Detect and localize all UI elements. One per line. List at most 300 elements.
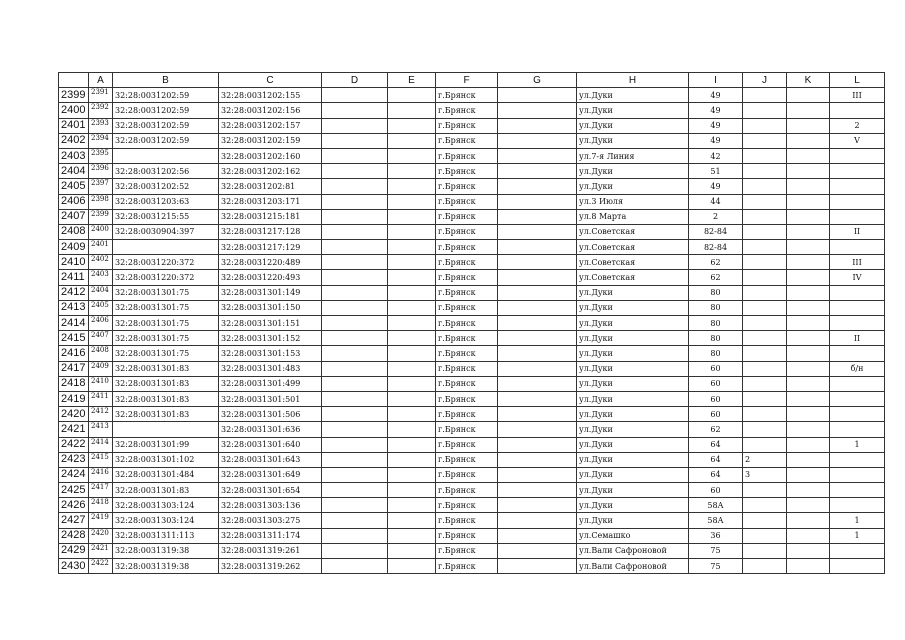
corner-cell[interactable]	[59, 73, 89, 88]
cell-k[interactable]	[787, 376, 830, 391]
cell-a[interactable]: 2414	[89, 437, 113, 452]
cell-a[interactable]: 2420	[89, 528, 113, 543]
row-header[interactable]: 2419	[59, 391, 89, 406]
cell-i[interactable]: 64	[689, 437, 743, 452]
row-header[interactable]: 2415	[59, 331, 89, 346]
cell-k[interactable]	[787, 88, 830, 103]
cell-c[interactable]: 32:28:0031220:489	[219, 255, 322, 270]
row-header[interactable]: 2400	[59, 103, 89, 118]
cell-g[interactable]	[498, 467, 577, 482]
cell-j[interactable]	[743, 255, 787, 270]
cell-l[interactable]: III	[830, 255, 885, 270]
cell-l[interactable]	[830, 543, 885, 558]
cell-f[interactable]: г.Брянск	[436, 498, 498, 513]
cell-g[interactable]	[498, 88, 577, 103]
cell-c[interactable]: 32:28:0031301:640	[219, 437, 322, 452]
cell-h[interactable]: ул.7-я Линия	[577, 148, 689, 163]
column-header-j[interactable]: J	[743, 73, 787, 88]
cell-e[interactable]	[388, 407, 436, 422]
cell-c[interactable]: 32:28:0031301:151	[219, 316, 322, 331]
cell-h[interactable]: ул.Советская	[577, 240, 689, 255]
cell-h[interactable]: ул.Вали Сафроновой	[577, 559, 689, 574]
cell-j[interactable]	[743, 498, 787, 513]
cell-l[interactable]	[830, 483, 885, 498]
cell-g[interactable]	[498, 407, 577, 422]
cell-c[interactable]: 32:28:0031202:159	[219, 133, 322, 148]
cell-f[interactable]: г.Брянск	[436, 407, 498, 422]
cell-l[interactable]: II	[830, 224, 885, 239]
row-header[interactable]: 2422	[59, 437, 89, 452]
cell-g[interactable]	[498, 437, 577, 452]
cell-l[interactable]	[830, 103, 885, 118]
row-header[interactable]: 2425	[59, 483, 89, 498]
cell-a[interactable]: 2422	[89, 559, 113, 574]
cell-b[interactable]: 32:28:0031301:75	[113, 346, 219, 361]
cell-b[interactable]: 32:28:0031220:372	[113, 255, 219, 270]
cell-h[interactable]: ул.Дуки	[577, 452, 689, 467]
cell-c[interactable]: 32:28:0031303:136	[219, 498, 322, 513]
cell-b[interactable]: 32:28:0031202:52	[113, 179, 219, 194]
cell-e[interactable]	[388, 179, 436, 194]
cell-l[interactable]	[830, 194, 885, 209]
cell-h[interactable]: ул.Дуки	[577, 498, 689, 513]
cell-k[interactable]	[787, 103, 830, 118]
cell-d[interactable]	[322, 224, 388, 239]
cell-d[interactable]	[322, 437, 388, 452]
cell-i[interactable]: 49	[689, 103, 743, 118]
cell-b[interactable]: 32:28:0031301:83	[113, 376, 219, 391]
cell-j[interactable]	[743, 118, 787, 133]
cell-d[interactable]	[322, 179, 388, 194]
cell-i[interactable]: 60	[689, 391, 743, 406]
cell-a[interactable]: 2411	[89, 391, 113, 406]
cell-d[interactable]	[322, 88, 388, 103]
cell-k[interactable]	[787, 164, 830, 179]
cell-f[interactable]: г.Брянск	[436, 422, 498, 437]
cell-f[interactable]: г.Брянск	[436, 194, 498, 209]
cell-g[interactable]	[498, 224, 577, 239]
cell-e[interactable]	[388, 376, 436, 391]
cell-c[interactable]: 32:28:0031202:156	[219, 103, 322, 118]
cell-b[interactable]: 32:28:0031202:59	[113, 118, 219, 133]
cell-g[interactable]	[498, 240, 577, 255]
row-header[interactable]: 2404	[59, 164, 89, 179]
cell-b[interactable]: 32:28:0031303:124	[113, 513, 219, 528]
cell-i[interactable]: 36	[689, 528, 743, 543]
cell-k[interactable]	[787, 300, 830, 315]
cell-k[interactable]	[787, 361, 830, 376]
cell-i[interactable]: 82-84	[689, 240, 743, 255]
cell-a[interactable]: 2401	[89, 240, 113, 255]
cell-c[interactable]: 32:28:0031303:275	[219, 513, 322, 528]
cell-k[interactable]	[787, 194, 830, 209]
cell-b[interactable]: 32:28:0031301:75	[113, 300, 219, 315]
cell-c[interactable]: 32:28:0031202:157	[219, 118, 322, 133]
cell-e[interactable]	[388, 498, 436, 513]
cell-d[interactable]	[322, 422, 388, 437]
cell-j[interactable]	[743, 513, 787, 528]
cell-l[interactable]	[830, 346, 885, 361]
cell-i[interactable]: 58А	[689, 513, 743, 528]
cell-l[interactable]	[830, 407, 885, 422]
cell-k[interactable]	[787, 331, 830, 346]
cell-l[interactable]	[830, 179, 885, 194]
cell-a[interactable]: 2396	[89, 164, 113, 179]
cell-f[interactable]: г.Брянск	[436, 270, 498, 285]
cell-b[interactable]	[113, 422, 219, 437]
row-header[interactable]: 2414	[59, 316, 89, 331]
cell-c[interactable]: 32:28:0031301:152	[219, 331, 322, 346]
cell-g[interactable]	[498, 422, 577, 437]
cell-l[interactable]: 2	[830, 118, 885, 133]
cell-b[interactable]: 32:28:0031301:99	[113, 437, 219, 452]
cell-l[interactable]: 1	[830, 513, 885, 528]
cell-b[interactable]: 32:28:0031301:83	[113, 407, 219, 422]
cell-c[interactable]: 32:28:0031301:636	[219, 422, 322, 437]
cell-d[interactable]	[322, 559, 388, 574]
cell-j[interactable]	[743, 164, 787, 179]
cell-e[interactable]	[388, 346, 436, 361]
row-header[interactable]: 2417	[59, 361, 89, 376]
cell-c[interactable]: 32:28:0031301:150	[219, 300, 322, 315]
cell-i[interactable]: 64	[689, 452, 743, 467]
cell-k[interactable]	[787, 437, 830, 452]
cell-d[interactable]	[322, 331, 388, 346]
cell-i[interactable]: 2	[689, 209, 743, 224]
cell-b[interactable]: 32:28:0031215:55	[113, 209, 219, 224]
cell-d[interactable]	[322, 483, 388, 498]
cell-h[interactable]: ул.Дуки	[577, 391, 689, 406]
row-header[interactable]: 2402	[59, 133, 89, 148]
row-header[interactable]: 2418	[59, 376, 89, 391]
cell-k[interactable]	[787, 543, 830, 558]
cell-g[interactable]	[498, 133, 577, 148]
cell-g[interactable]	[498, 255, 577, 270]
cell-a[interactable]: 2403	[89, 270, 113, 285]
cell-h[interactable]: ул.3 Июля	[577, 194, 689, 209]
cell-i[interactable]: 64	[689, 467, 743, 482]
cell-l[interactable]: V	[830, 133, 885, 148]
cell-c[interactable]: 32:28:0031311:174	[219, 528, 322, 543]
cell-b[interactable]	[113, 240, 219, 255]
cell-i[interactable]: 62	[689, 422, 743, 437]
cell-h[interactable]: ул.Дуки	[577, 407, 689, 422]
cell-d[interactable]	[322, 376, 388, 391]
row-header[interactable]: 2409	[59, 240, 89, 255]
cell-k[interactable]	[787, 528, 830, 543]
cell-h[interactable]: ул.Дуки	[577, 483, 689, 498]
cell-g[interactable]	[498, 391, 577, 406]
cell-j[interactable]: 3	[743, 467, 787, 482]
cell-f[interactable]: г.Брянск	[436, 437, 498, 452]
cell-g[interactable]	[498, 559, 577, 574]
cell-b[interactable]: 32:28:0031203:63	[113, 194, 219, 209]
cell-d[interactable]	[322, 346, 388, 361]
cell-i[interactable]: 49	[689, 88, 743, 103]
cell-k[interactable]	[787, 483, 830, 498]
cell-l[interactable]	[830, 498, 885, 513]
cell-c[interactable]: 32:28:0031202:160	[219, 148, 322, 163]
cell-c[interactable]: 32:28:0031319:262	[219, 559, 322, 574]
cell-a[interactable]: 2408	[89, 346, 113, 361]
row-header[interactable]: 2403	[59, 148, 89, 163]
cell-h[interactable]: ул.Дуки	[577, 376, 689, 391]
cell-e[interactable]	[388, 148, 436, 163]
cell-b[interactable]: 32:28:0031202:59	[113, 133, 219, 148]
cell-a[interactable]: 2398	[89, 194, 113, 209]
cell-f[interactable]: г.Брянск	[436, 346, 498, 361]
cell-c[interactable]: 32:28:0031301:643	[219, 452, 322, 467]
cell-a[interactable]: 2410	[89, 376, 113, 391]
cell-e[interactable]	[388, 452, 436, 467]
cell-a[interactable]: 2392	[89, 103, 113, 118]
cell-l[interactable]: 1	[830, 528, 885, 543]
cell-a[interactable]: 2399	[89, 209, 113, 224]
cell-b[interactable]: 32:28:0031301:102	[113, 452, 219, 467]
cell-l[interactable]	[830, 376, 885, 391]
cell-e[interactable]	[388, 88, 436, 103]
cell-b[interactable]: 32:28:0031301:75	[113, 331, 219, 346]
cell-h[interactable]: ул.Дуки	[577, 285, 689, 300]
cell-i[interactable]: 44	[689, 194, 743, 209]
cell-f[interactable]: г.Брянск	[436, 376, 498, 391]
cell-c[interactable]: 32:28:0031220:493	[219, 270, 322, 285]
cell-c[interactable]: 32:28:0031301:499	[219, 376, 322, 391]
cell-h[interactable]: ул.Дуки	[577, 164, 689, 179]
cell-a[interactable]: 2406	[89, 316, 113, 331]
cell-e[interactable]	[388, 164, 436, 179]
cell-l[interactable]	[830, 452, 885, 467]
cell-a[interactable]: 2405	[89, 300, 113, 315]
cell-l[interactable]	[830, 164, 885, 179]
cell-h[interactable]: ул.8 Марта	[577, 209, 689, 224]
cell-i[interactable]: 62	[689, 270, 743, 285]
cell-g[interactable]	[498, 543, 577, 558]
cell-f[interactable]: г.Брянск	[436, 133, 498, 148]
cell-f[interactable]: г.Брянск	[436, 559, 498, 574]
cell-i[interactable]: 60	[689, 483, 743, 498]
cell-b[interactable]: 32:28:0031220:372	[113, 270, 219, 285]
row-header[interactable]: 2410	[59, 255, 89, 270]
column-header-f[interactable]: F	[436, 73, 498, 88]
cell-g[interactable]	[498, 209, 577, 224]
cell-j[interactable]	[743, 331, 787, 346]
column-header-e[interactable]: E	[388, 73, 436, 88]
cell-g[interactable]	[498, 194, 577, 209]
cell-h[interactable]: ул.Дуки	[577, 331, 689, 346]
cell-b[interactable]: 32:28:0031301:83	[113, 361, 219, 376]
column-header-a[interactable]: A	[89, 73, 113, 88]
row-header[interactable]: 2412	[59, 285, 89, 300]
cell-j[interactable]	[743, 376, 787, 391]
row-header[interactable]: 2405	[59, 179, 89, 194]
cell-c[interactable]: 32:28:0031217:128	[219, 224, 322, 239]
row-header[interactable]: 2408	[59, 224, 89, 239]
cell-f[interactable]: г.Брянск	[436, 285, 498, 300]
cell-e[interactable]	[388, 391, 436, 406]
cell-l[interactable]: IV	[830, 270, 885, 285]
cell-a[interactable]: 2418	[89, 498, 113, 513]
cell-g[interactable]	[498, 361, 577, 376]
cell-i[interactable]: 80	[689, 285, 743, 300]
cell-a[interactable]: 2402	[89, 255, 113, 270]
cell-j[interactable]	[743, 103, 787, 118]
cell-l[interactable]	[830, 316, 885, 331]
cell-d[interactable]	[322, 316, 388, 331]
cell-g[interactable]	[498, 300, 577, 315]
cell-h[interactable]: ул.Дуки	[577, 316, 689, 331]
cell-j[interactable]	[743, 407, 787, 422]
cell-k[interactable]	[787, 467, 830, 482]
cell-h[interactable]: ул.Советская	[577, 255, 689, 270]
cell-e[interactable]	[388, 255, 436, 270]
column-header-l[interactable]: L	[830, 73, 885, 88]
cell-i[interactable]: 42	[689, 148, 743, 163]
cell-j[interactable]	[743, 543, 787, 558]
cell-f[interactable]: г.Брянск	[436, 316, 498, 331]
cell-j[interactable]	[743, 437, 787, 452]
cell-b[interactable]: 32:28:0031301:484	[113, 467, 219, 482]
cell-e[interactable]	[388, 133, 436, 148]
cell-h[interactable]: ул.Дуки	[577, 467, 689, 482]
cell-c[interactable]: 32:28:0031215:181	[219, 209, 322, 224]
cell-g[interactable]	[498, 270, 577, 285]
cell-l[interactable]: б/н	[830, 361, 885, 376]
cell-a[interactable]: 2397	[89, 179, 113, 194]
cell-i[interactable]: 49	[689, 179, 743, 194]
cell-d[interactable]	[322, 528, 388, 543]
cell-h[interactable]: ул.Дуки	[577, 88, 689, 103]
cell-b[interactable]: 32:28:0031311:113	[113, 528, 219, 543]
cell-c[interactable]: 32:28:0031301:153	[219, 346, 322, 361]
cell-e[interactable]	[388, 331, 436, 346]
cell-f[interactable]: г.Брянск	[436, 148, 498, 163]
cell-k[interactable]	[787, 452, 830, 467]
cell-l[interactable]	[830, 240, 885, 255]
cell-j[interactable]	[743, 391, 787, 406]
cell-f[interactable]: г.Брянск	[436, 331, 498, 346]
cell-b[interactable]: 32:28:0031202:59	[113, 88, 219, 103]
row-header[interactable]: 2406	[59, 194, 89, 209]
cell-l[interactable]: III	[830, 88, 885, 103]
cell-l[interactable]	[830, 559, 885, 574]
cell-i[interactable]: 75	[689, 543, 743, 558]
cell-a[interactable]: 2395	[89, 148, 113, 163]
row-header[interactable]: 2424	[59, 467, 89, 482]
cell-i[interactable]: 58А	[689, 498, 743, 513]
cell-d[interactable]	[322, 118, 388, 133]
cell-l[interactable]: II	[830, 331, 885, 346]
cell-d[interactable]	[322, 255, 388, 270]
cell-i[interactable]: 82-84	[689, 224, 743, 239]
cell-i[interactable]: 49	[689, 118, 743, 133]
cell-j[interactable]	[743, 209, 787, 224]
row-header[interactable]: 2420	[59, 407, 89, 422]
cell-b[interactable]: 32:28:0031301:75	[113, 285, 219, 300]
column-header-b[interactable]: B	[113, 73, 219, 88]
cell-b[interactable]: 32:28:0031303:124	[113, 498, 219, 513]
cell-g[interactable]	[498, 285, 577, 300]
cell-a[interactable]: 2416	[89, 467, 113, 482]
cell-k[interactable]	[787, 224, 830, 239]
cell-e[interactable]	[388, 528, 436, 543]
cell-f[interactable]: г.Брянск	[436, 513, 498, 528]
cell-g[interactable]	[498, 498, 577, 513]
cell-e[interactable]	[388, 300, 436, 315]
cell-d[interactable]	[322, 285, 388, 300]
cell-k[interactable]	[787, 148, 830, 163]
row-header[interactable]: 2401	[59, 118, 89, 133]
cell-e[interactable]	[388, 483, 436, 498]
cell-e[interactable]	[388, 316, 436, 331]
row-header[interactable]: 2430	[59, 559, 89, 574]
cell-e[interactable]	[388, 270, 436, 285]
cell-i[interactable]: 60	[689, 407, 743, 422]
cell-c[interactable]: 32:28:0031203:171	[219, 194, 322, 209]
cell-b[interactable]: 32:28:0030904:397	[113, 224, 219, 239]
cell-f[interactable]: г.Брянск	[436, 483, 498, 498]
row-header[interactable]: 2423	[59, 452, 89, 467]
cell-f[interactable]: г.Брянск	[436, 543, 498, 558]
cell-c[interactable]: 32:28:0031202:155	[219, 88, 322, 103]
cell-c[interactable]: 32:28:0031301:149	[219, 285, 322, 300]
cell-j[interactable]	[743, 346, 787, 361]
cell-f[interactable]: г.Брянск	[436, 103, 498, 118]
cell-j[interactable]	[743, 422, 787, 437]
cell-g[interactable]	[498, 148, 577, 163]
cell-i[interactable]: 49	[689, 133, 743, 148]
cell-k[interactable]	[787, 255, 830, 270]
cell-a[interactable]: 2393	[89, 118, 113, 133]
cell-d[interactable]	[322, 300, 388, 315]
row-header[interactable]: 2416	[59, 346, 89, 361]
cell-g[interactable]	[498, 164, 577, 179]
cell-d[interactable]	[322, 513, 388, 528]
row-header[interactable]: 2399	[59, 88, 89, 103]
cell-k[interactable]	[787, 391, 830, 406]
cell-d[interactable]	[322, 498, 388, 513]
cell-j[interactable]	[743, 148, 787, 163]
cell-g[interactable]	[498, 316, 577, 331]
cell-d[interactable]	[322, 452, 388, 467]
cell-a[interactable]: 2391	[89, 88, 113, 103]
cell-k[interactable]	[787, 285, 830, 300]
cell-k[interactable]	[787, 422, 830, 437]
cell-e[interactable]	[388, 559, 436, 574]
cell-k[interactable]	[787, 240, 830, 255]
cell-h[interactable]: ул.Дуки	[577, 133, 689, 148]
row-header[interactable]: 2407	[59, 209, 89, 224]
cell-f[interactable]: г.Брянск	[436, 452, 498, 467]
cell-c[interactable]: 32:28:0031301:654	[219, 483, 322, 498]
row-header[interactable]: 2411	[59, 270, 89, 285]
cell-j[interactable]	[743, 361, 787, 376]
cell-c[interactable]: 32:28:0031301:506	[219, 407, 322, 422]
column-header-d[interactable]: D	[322, 73, 388, 88]
cell-a[interactable]: 2404	[89, 285, 113, 300]
row-header[interactable]: 2413	[59, 300, 89, 315]
cell-d[interactable]	[322, 391, 388, 406]
column-header-g[interactable]: G	[498, 73, 577, 88]
cell-e[interactable]	[388, 209, 436, 224]
cell-g[interactable]	[498, 452, 577, 467]
cell-i[interactable]: 80	[689, 346, 743, 361]
cell-f[interactable]: г.Брянск	[436, 209, 498, 224]
cell-i[interactable]: 51	[689, 164, 743, 179]
cell-c[interactable]: 32:28:0031301:649	[219, 467, 322, 482]
cell-k[interactable]	[787, 498, 830, 513]
cell-e[interactable]	[388, 543, 436, 558]
